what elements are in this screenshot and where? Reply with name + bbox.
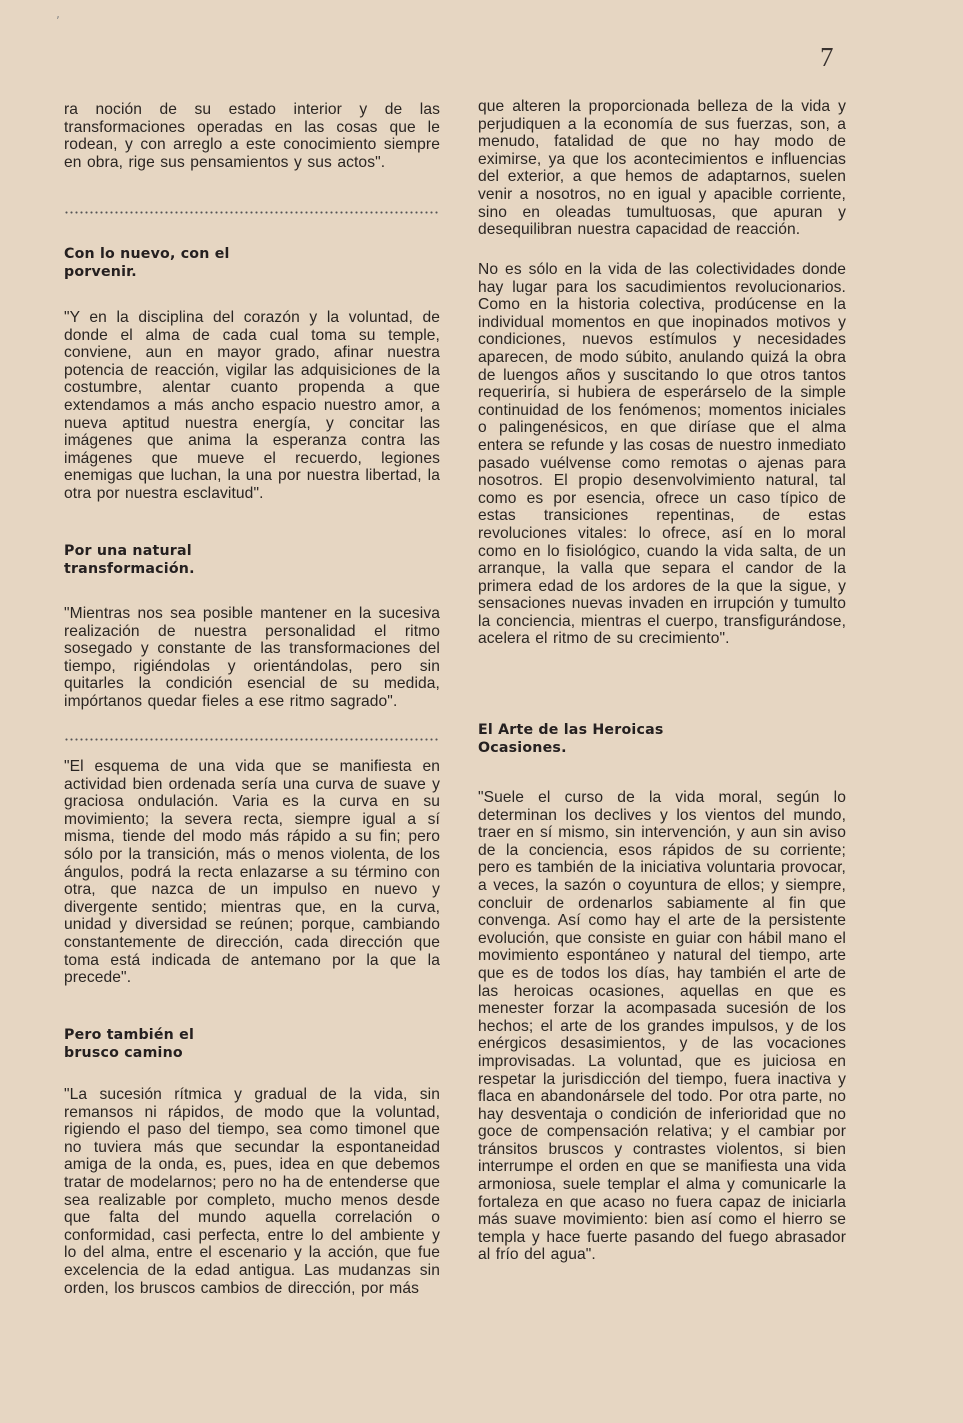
left-heading-2-block (64, 542, 234, 578)
left-heading-1-block (64, 245, 234, 281)
left-heading-1: Con lo nuevo, con el porvenir. (64, 246, 230, 280)
section-divider-2 (64, 738, 440, 741)
right-paragraph-1-block (478, 98, 846, 239)
right-heading-1: El Arte de las Heroicas Ocasiones. (478, 722, 664, 756)
left-paragraph-3-block (64, 605, 440, 711)
left-paragraph-5: "La sucesión rítmica y gradual de la vida, sin remansos ni rápidos, de modo que la voluntad, rigiendo el paso del tiempo, sea como timonel que no tuviera más que secundar la espontaneidad amiga de la onda, es, pues, idea en que debemos tratar de modelarnos; pero no ha de entenderse que sea realizable por completo, mucho menos desde que falta del mundo aquella correlación o conformidad, casi perfecta, entre lo del ambiente y lo del alma, entre el escenario y la acción, que fue excelencia de la edad antigua. Las mudanzas sin orden, los bruscos cambios de dirección, por más (64, 1086, 440, 1297)
left-paragraph-4: "El esquema de una vida que se manifiesta en actividad bien ordenada sería una curva de suave y graciosa ondulación. Varia es la curva en su movimiento; la severa recta, siempre igual a sí misma, tiende del modo más rápido a su fin; pero sólo por la transición, más o menos violenta, de los ángulos, podrá la recta enlazarse a su término con otra, que nazca de un impulso en nuevo y divergente sentido; mientras que, en la curva, unidad y diversidad se reúnen; porque, cambiando constantemente de dirección, cada dirección que toma está indicada de antemano por la que la precede". (64, 758, 440, 987)
left-heading-3: Pero también el brusco camino (64, 1027, 195, 1061)
right-paragraph-3: "Suele el curso de la vida moral, según lo determinan los declives y los vientos del mundo, traer en sí mismo, sin intervención, y aun sin aviso de la conciencia, esos rápidos de su corriente; pero es también de la iniciativa voluntaria provocar, a veces, la sazón o coyuntura de ellos; y siempre, concluir de ordenarlos sabiamente al fin que convenga. Así como hay el arte de la persistente evolución, que consiste en guiar con hábil mano el movimiento espontáneo y natural del tiempo, arte que es de todos los días, hay también el arte de las heroicas ocasiones, aquellas en que es menester forzar la acompasada sucesión de los hechos; el arte de los grandes impulsos, y de los enérgicos desasimientos, y de las vocaciones improvisadas. La voluntad, que es juiciosa en respetar la jurisdicción del tiempo, fuera inactiva y flaca en abandonársele del todo. Por otra parte, no hay desventaja o condición de inferioridad que no goce de compensación relativa; y el cambiar por tránsitos bruscos y contrastes violentos, si bien interrumpe el orden en que se manifiesta una vida armoniosa, suele templar el alma y comunicarle la fortaleza en que acaso no fuera capaz de iniciarla más suave movimiento: bien así como el hierro se templa y hace fuerte pasando del fuego abrasador al frío del agua". (478, 789, 846, 1264)
left-paragraph-3: "Mientras nos sea posible mantener en la sucesiva realización de nuestra personalidad el ritmo sosegado y constante de las transformaciones del tiempo, rigiéndolas y orientándolas, pero sin quitarles la condición esencial de su medida, impórtanos quedar fieles a ese ritmo sagrado". (64, 605, 440, 710)
margin-tick-mark: ʼ (56, 14, 60, 28)
right-paragraph-2-block (478, 261, 846, 648)
left-heading-2: Por una natural transformación. (64, 543, 195, 577)
left-paragraph-4-block (64, 758, 440, 987)
right-heading-1-block (478, 721, 708, 757)
left-paragraph-2: "Y en la disciplina del corazón y la voluntad, de donde el alma de cada cual toma su temple, conviene, aun en mayor grado, afinar nuestra potencia de reacción, vigilar las adquisiciones de la costumbre, alentar cuanto propenda a que extendamos a más ancho espacio nuestro amor, a nueva aptitud nuestra energía, y concitar las imágenes que anima la esperanza contra las imágenes que mueve el recuerdo, legiones enemigas que luchan, la una por nuestra libertad, la otra por nuestra esclavitud". (64, 309, 440, 502)
section-divider-1 (64, 211, 440, 214)
right-paragraph-3-block (478, 789, 846, 1264)
left-paragraph-1-block (64, 101, 440, 171)
left-paragraph-1: ra noción de su estado interior y de las transformaciones operadas en las cosas que le rodean, y con arreglo a este conocimiento siempre en obra, rige sus pensamientos y sus actos". (64, 101, 440, 171)
right-paragraph-2: No es sólo en la vida de las colectividades donde hay lugar para los sacudimientos revolucionarios. Como en la historia colectiva, prodúcense en la individual momentos en que inopinados motivos y condiciones, nuevos estímulos y necesidades aparecen, de modo súbito, anulando quizá la obra de luengos años y suscitando lo que otros tantos requeriría, si hubiera de esperárselo de la simple continuidad de los fenómenos; momentos iniciales o palingenésicos, en que diríase que el alma entera se refunde y las cosas de nuestro inmediato pasado vuélvense como remotas o ajenas para nosotros. El propio desenvolvimiento natural, tal como es por esencia, ofrece un caso típico de estas transiciones repentinas, de estas revoluciones vitales: lo ofrece, así en lo moral como en lo fisiológico, cuando la vida salta, de un arranque, la valla que separa el candor de la primera edad de los ardores de la que la sigue, y sensaciones nuevas invaden en irrupción y tumulto la conciencia, mientras el cuerpo, transfigurándose, acelera el ritmo de su crecimiento". (478, 261, 846, 648)
left-paragraph-5-block (64, 1086, 440, 1297)
page-number: 7 (820, 42, 834, 72)
left-paragraph-2-block (64, 309, 440, 503)
left-heading-3-block (64, 1026, 234, 1062)
right-paragraph-1: que alteren la proporcionada belleza de la vida y perjudiquen a la economía de sus fuerzas, son, a menudo, fatalidad de que no hay modo de eximirse, ya que los acontecimientos e influencias del exterior, a que hemos de adaptarnos, suelen venir a nosotros, no en igual y apacible corriente, sino en oleadas tumultuosas, que apuran y desequilibran nuestra capacidad de reacción. (478, 98, 846, 239)
